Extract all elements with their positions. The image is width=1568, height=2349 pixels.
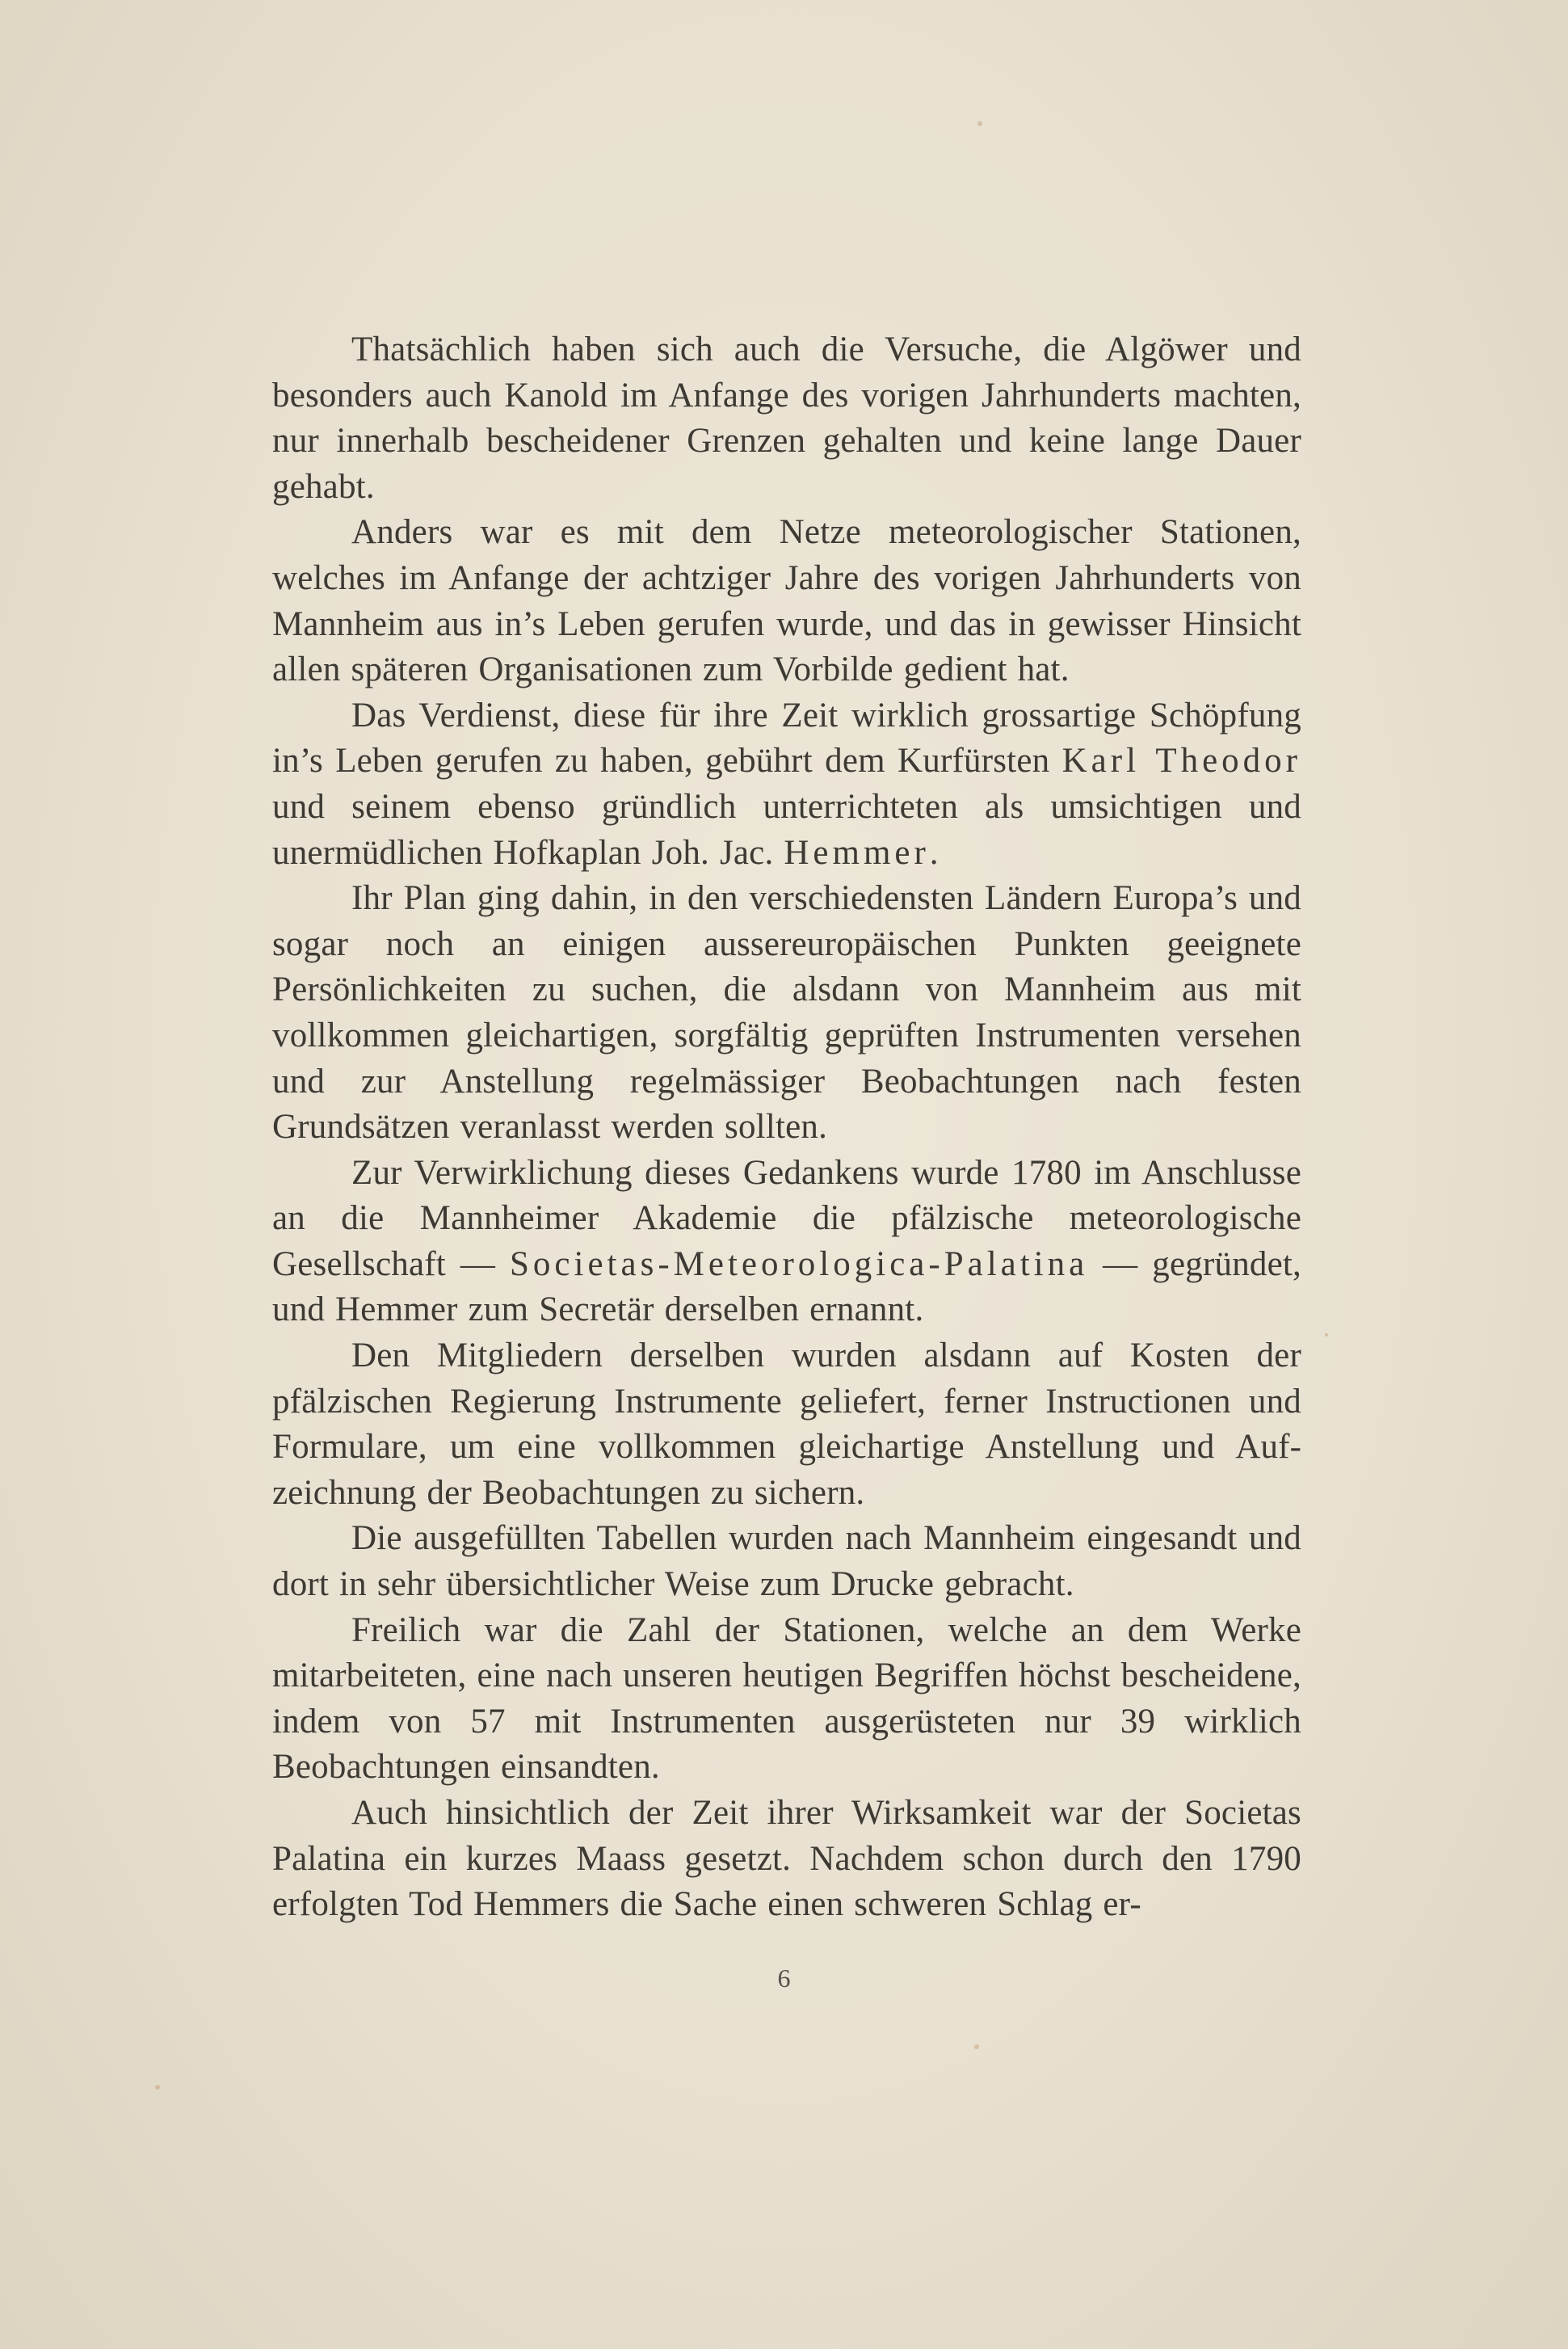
paragraph-5-text: — gegründet, und Hemmer zum Secretär derselben ernannt.	[272, 1244, 1301, 1329]
paper-speck	[1325, 1333, 1328, 1337]
paragraph-3-text: .	[929, 833, 939, 872]
paragraph-7: Die ausgefüllten Tabellen wurden nach Mannheim eingesandt und dort in sehr übersichtlicher Weise zum Drucke gebracht.	[272, 1519, 1301, 1604]
page-number: 6	[777, 1964, 791, 1993]
paragraph-1: Thatsächlich haben sich auch die Versuche, die Algöwer und besonders auch Kanold im Anfange des vorigen Jahrhunderts machten, nur innerhalb bescheidener Grenzen gehalten und keine lange Dauer gehabt.	[272, 330, 1301, 506]
paragraph-4: Ihr Plan ging dahin, in den verschiedensten Ländern Europa’s und sogar noch an einigen aussereuropäischen Punkten geeignete Persönlichkeiten zu suchen, die alsdann von Mannheim aus mit vollkommen gleichartigen, sorgfältig geprüften Instrumenten versehen und zur Anstellung regelmässiger Beobachtungen nach festen Grundsätzen veranlasst werden sollten.	[272, 879, 1301, 1147]
paper-speck	[974, 2044, 979, 2049]
name-societas: Societas-Meteorologica-Palatina	[510, 1244, 1089, 1283]
name-karl-theodor: Karl Theodor	[1061, 742, 1301, 781]
paragraph-5	[272, 1151, 1301, 1333]
paragraph-2: Anders war es mit dem Netze meteorologischer Stationen, welches im Anfange der achtziger Jahre des vorigen Jahrhunderts von Mannheim aus in’s Leben gerufen wurde, und das in gewisser Hinsicht allen späteren Organisationen zum Vorbilde gedient hat.	[272, 513, 1301, 689]
paper-speck	[977, 121, 982, 126]
paragraph-3-text: und seinem ebenso gründlich unterrichteten als umsichtigen und unermüdlichen Hofkaplan Joh. Jac.	[272, 787, 1301, 872]
paragraph-6: Den Mitgliedern derselben wurden alsdann auf Kosten der pfälzischen Regierung Instrumente geliefert, ferner Instructionen und Formulare, um eine vollkommen gleichartige Anstellung und Aufzeichnung der Beobachtungen zu sichern.	[272, 1337, 1301, 1512]
paragraph-5-text: Zur Verwirklichung dieses Gedankens wurde 1780 im Anschlusse an die Mannheimer Akademie die pfälzische meteorologische Gesellschaft —	[272, 1153, 1301, 1283]
paragraph-8: Freilich war die Zahl der Stationen, welche an dem Werke mitarbeiteten, eine nach unseren heutigen Begriffen höchst bescheidene, indem von 57 mit Instrumenten ausgerüsteten nur 39 wirklich Beobachtungen einsandten.	[272, 1610, 1301, 1787]
paragraph-9: Auch hinsichtlich der Zeit ihrer Wirksamkeit war der Societas Palatina ein kurzes Maass gesetzt. Nachdem schon durch den 1790 erfolgten Tod Hemmers die Sache einen schweren Schlag er-	[272, 1794, 1301, 1924]
paper-speck	[155, 2085, 160, 2090]
paragraph-3-text: Das Verdienst, diese für ihre Zeit wirklich grossartige Schöpfung in’s Leben gerufen zu haben, gebührt dem Kurfürsten	[272, 696, 1301, 781]
name-hemmer: Hemmer	[784, 833, 930, 872]
paragraph-3	[272, 693, 1301, 876]
body-text	[272, 327, 1301, 1928]
